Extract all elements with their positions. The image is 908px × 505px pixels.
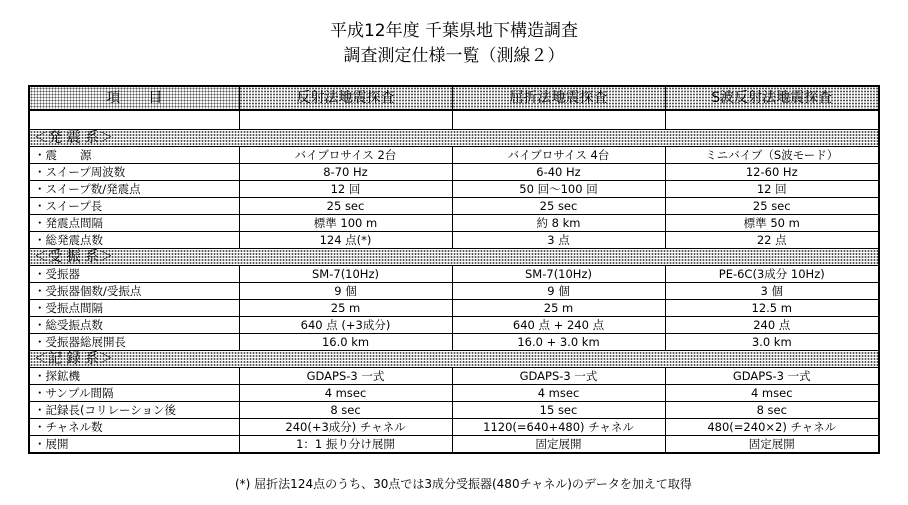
table-row [29,300,879,317]
section-row [29,351,879,368]
item-value: GDAPS-3 一式 [239,368,452,385]
header-s-wave-reflection: S波反射法地震探査 [665,86,879,110]
footnote: (*) 屈折法124点のうち、30点では3成分受振器(480チャネル)のデータを加えて取得 [235,477,692,491]
table-row [29,198,879,215]
item-value: 15 sec [452,402,665,419]
table-row [29,215,879,232]
item-value: SM-7(10Hz) [239,266,452,283]
item-value: 約 8 km [452,215,665,232]
spec-table [28,85,880,454]
item-value: 12-60 Hz [665,164,879,181]
table-row [29,419,879,436]
table-row [29,147,879,164]
item-value: 4 msec [239,385,452,402]
item-label: ・記録長(コリレーション後 [29,402,239,419]
item-label: ・受振器総展開長 [29,334,239,351]
item-value: 6-40 Hz [452,164,665,181]
item-value: PE-6C(3成分 10Hz) [665,266,879,283]
item-value: 22 点 [665,232,879,249]
header-refraction: 屈折法地震探査 [452,86,665,110]
item-label: ・展開 [29,436,239,454]
item-value: 4 msec [665,385,879,402]
page-subtitle: 調査測定仕様一覧（測線２） [343,46,565,66]
item-value: 640 点 + 240 点 [452,317,665,334]
table-row [29,368,879,385]
table-row [29,317,879,334]
item-label: ・受振器個数/受振点 [29,283,239,300]
table-row [29,385,879,402]
item-label: ・受振点間隔 [29,300,239,317]
item-value: 3 点 [452,232,665,249]
item-value: 25 m [239,300,452,317]
item-label: ・総発震点数 [29,232,239,249]
table-row [29,283,879,300]
item-value: 25 sec [239,198,452,215]
table-row [29,266,879,283]
item-value: 240 点 [665,317,879,334]
table-row [29,436,879,454]
item-value: 12 回 [665,181,879,198]
item-label: ・スイープ長 [29,198,239,215]
table-row [29,334,879,351]
table-row [29,164,879,181]
item-label: ・スイープ数/発震点 [29,181,239,198]
item-value: 9 個 [239,283,452,300]
item-label: ・チャネル数 [29,419,239,436]
item-value: 480(=240×2) チャネル [665,419,879,436]
item-value: 1：1 振り分け展開 [239,436,452,454]
item-value: 8 sec [665,402,879,419]
item-value: 8 sec [239,402,452,419]
section-label: ＜受 振 系＞ [29,249,879,266]
item-value: 標準 100 m [239,215,452,232]
blank-cell [29,110,239,130]
section-row [29,249,879,266]
section-label: ＜発 震 系＞ [29,130,879,147]
item-value: 12 回 [239,181,452,198]
item-value: 640 点 (+3成分) [239,317,452,334]
item-label: ・スイープ周波数 [29,164,239,181]
item-value: 標準 50 m [665,215,879,232]
table-row [29,181,879,198]
item-value: 固定展開 [665,436,879,454]
item-value: SM-7(10Hz) [452,266,665,283]
item-value: 240(+3成分) チャネル [239,419,452,436]
table-row [29,232,879,249]
section-label: ＜記 録 系＞ [29,351,879,368]
item-value: 25 sec [452,198,665,215]
item-value: バイブロサイス 2台 [239,147,452,164]
item-label: ・探鉱機 [29,368,239,385]
blank-cell [665,110,879,130]
header-reflection: 反射法地震探査 [239,86,452,110]
item-value: 9 個 [452,283,665,300]
item-label: ・震 源 [29,147,239,164]
item-value: 16.0 + 3.0 km [452,334,665,351]
item-value: 25 m [452,300,665,317]
item-value: GDAPS-3 一式 [665,368,879,385]
header-row [29,86,879,110]
page-title: 平成12年度 千葉県地下構造調査 [329,21,579,41]
spec-table-body [29,86,879,453]
blank-cell [452,110,665,130]
section-row [29,130,879,147]
blank-cell [239,110,452,130]
item-value: 固定展開 [452,436,665,454]
item-value: 1120(=640+480) チャネル [452,419,665,436]
item-value: 16.0 km [239,334,452,351]
item-value: 3 個 [665,283,879,300]
item-label: ・総受振点数 [29,317,239,334]
item-value: ミニバイブ（S波モード） [665,147,879,164]
item-value: 124 点(*) [239,232,452,249]
table-row [29,402,879,419]
item-value: GDAPS-3 一式 [452,368,665,385]
item-value: 3.0 km [665,334,879,351]
item-label: ・サンプル間隔 [29,385,239,402]
item-value: 50 回～100 回 [452,181,665,198]
item-value: 12.5 m [665,300,879,317]
item-label: ・受振器 [29,266,239,283]
item-value: バイブロサイス 4台 [452,147,665,164]
item-value: 8-70 Hz [239,164,452,181]
item-value: 4 msec [452,385,665,402]
item-label: ・発震点間隔 [29,215,239,232]
header-item: 項 目 [29,86,239,110]
blank-row [29,110,879,130]
item-value: 25 sec [665,198,879,215]
